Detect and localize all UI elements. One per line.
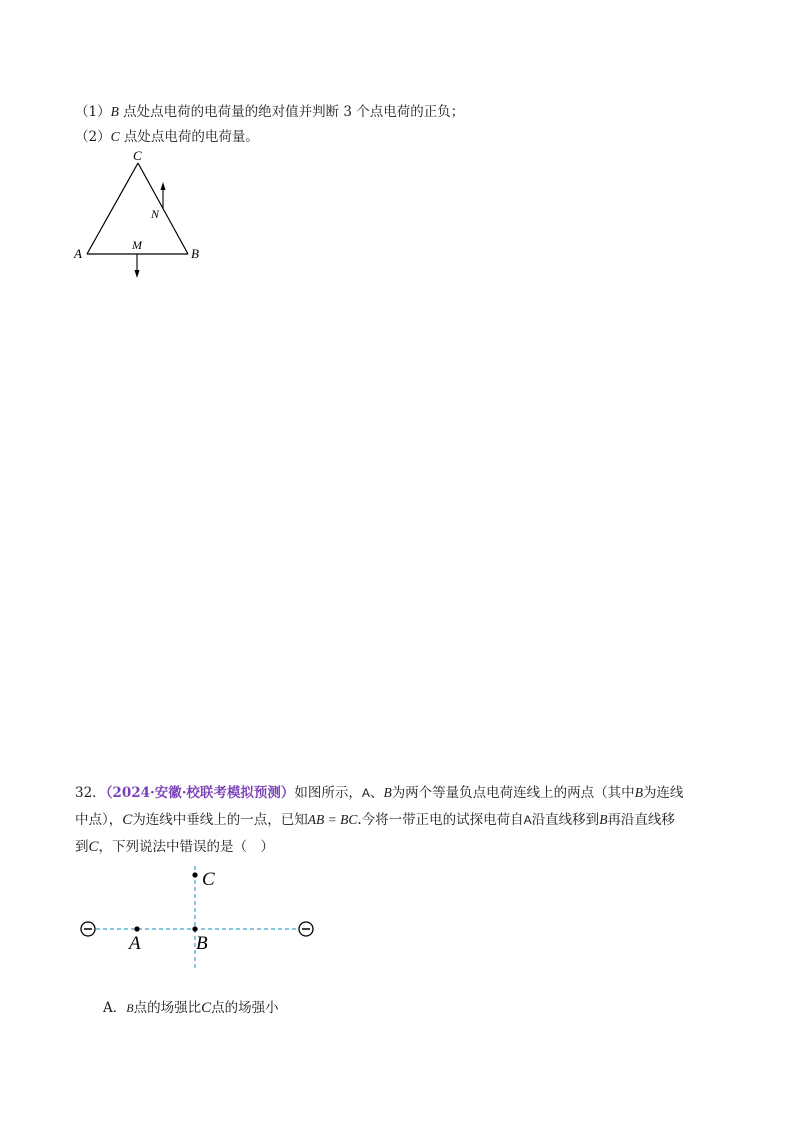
q31-part1 <box>75 100 464 120</box>
point-b: B <box>383 785 392 800</box>
question-text: 沿直线移到 <box>531 812 600 828</box>
point-label-c: C <box>110 129 120 144</box>
vertex-label-a: A <box>74 246 82 261</box>
question-text: ，下列说法中错误的是（ ） <box>98 839 275 855</box>
triangle-figure <box>70 145 210 285</box>
question-text: 为连线 <box>642 785 684 801</box>
question-text: .今将一带正电的试探电荷自 <box>357 812 524 828</box>
question-text: 中点）， <box>75 812 123 828</box>
arrow-head-m <box>135 270 140 278</box>
question-text: 、 <box>369 785 384 801</box>
label-b: B <box>196 933 208 954</box>
label-c: C <box>202 869 215 890</box>
point-a: A <box>361 786 370 800</box>
point-c: C <box>88 839 99 855</box>
option-text: 点的场强比 <box>133 1000 202 1016</box>
charges-figure <box>70 860 330 975</box>
q32-line3 <box>75 835 274 856</box>
q31-part2 <box>75 125 259 145</box>
option-a <box>103 996 279 1017</box>
point-label-n: N <box>151 207 160 221</box>
question-text: 为两个等量负点电荷连线上的两点（其中 <box>391 785 635 801</box>
q32-line1 <box>75 781 683 801</box>
question-source: （2024·安徽·校联考模拟预测） <box>105 785 295 801</box>
triangle-side-ac <box>87 163 138 254</box>
equation: AB = BC <box>307 812 358 827</box>
point-a: A <box>523 813 532 827</box>
question-text: 为连线中垂线上的一点，已知 <box>132 812 308 828</box>
option-letter: A． <box>103 1000 127 1016</box>
arrow-head-n <box>161 182 166 190</box>
option-text: 点的场强小 <box>211 1000 279 1016</box>
label-a: A <box>129 933 141 954</box>
part-number: （2） <box>75 129 111 145</box>
point-a-dot <box>134 926 139 931</box>
vertex-label-c: C <box>133 148 142 163</box>
part-text: 点处点电荷的电荷量的绝对值并判断 3 个点电荷的正负； <box>118 104 465 120</box>
negative-charge-left <box>81 922 95 936</box>
part-number: （1） <box>75 104 111 120</box>
question-text: 到 <box>75 839 89 855</box>
point-c: C <box>201 1000 212 1016</box>
point-label-m: M <box>132 238 142 252</box>
point-label-b: B <box>110 104 119 119</box>
question-text: 再沿直线移 <box>607 812 675 828</box>
question-number: 32． <box>75 785 106 801</box>
point-b: B <box>634 785 643 800</box>
point-c: C <box>122 812 133 828</box>
point-c-dot <box>192 872 197 877</box>
part-text: 点处点电荷的电荷量。 <box>119 129 259 145</box>
point-b: B <box>599 812 608 827</box>
negative-charge-right <box>299 922 313 936</box>
vertex-label-b: B <box>191 246 199 261</box>
question-text: 如图所示， <box>294 785 362 801</box>
q32-line2 <box>75 808 675 829</box>
point-b-dot <box>192 926 197 931</box>
point-b: B <box>126 1001 134 1015</box>
